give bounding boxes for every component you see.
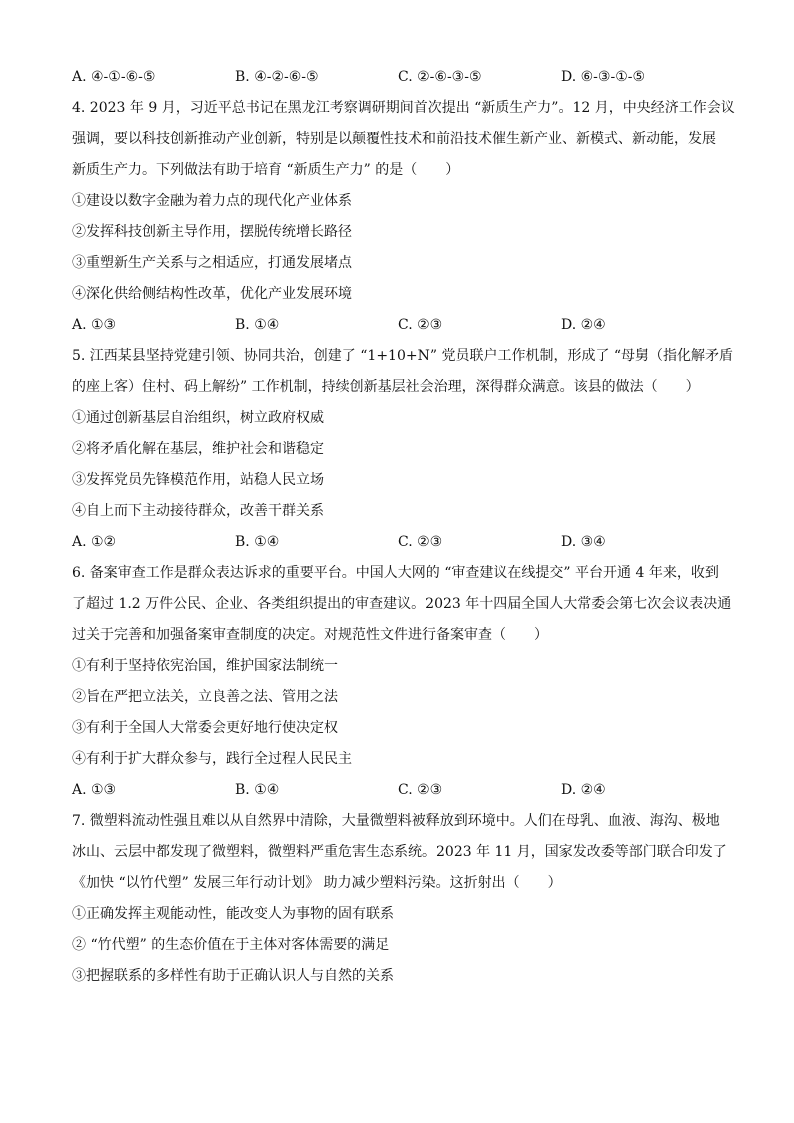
- q5-stem-line: 5. 江西某县坚持党建引领、协同共治，创建了 “1+10+N” 党员联户工作机制，形成了 “母舅（指化解矛盾: [72, 348, 734, 364]
- q3-option-c[interactable]: C. ②-⑥-③-⑤: [398, 69, 482, 85]
- q7-item: ①正确发挥主观能动性，能改变人为事物的固有联系: [72, 906, 394, 922]
- q4-option-d[interactable]: D. ②④: [561, 317, 606, 333]
- q5-option-b[interactable]: B. ①④: [235, 534, 280, 550]
- q7-stem-line: 7. 微塑料流动性强且难以从自然界中清除，大量微塑料被释放到环境中。人们在母乳、血液、海沟、极地: [72, 813, 720, 829]
- q4-stem-line: 新质生产力。下列做法有助于培育 “新质生产力” 的是（ ）: [72, 162, 460, 178]
- question-6: [72, 558, 732, 806]
- q4-stem-line: 强调，要以科技创新推动产业创新，特别是以颠覆性技术和前沿技术催生新产业、新模式、新动能，发展: [72, 131, 716, 147]
- q5-option-c[interactable]: C. ②③: [398, 534, 443, 550]
- q4-option-b[interactable]: B. ①④: [235, 317, 280, 333]
- q4-item: ③重塑新生产关系与之相适应，打通发展堵点: [72, 255, 352, 271]
- q6-option-d[interactable]: D. ②④: [561, 782, 606, 798]
- q5-item: ④自上而下主动接待群众，改善干群关系: [72, 503, 324, 519]
- q5-option-a[interactable]: A. ①②: [72, 534, 117, 550]
- q5-stem-line: 的座上客）住村、码上解纷” 工作机制，持续创新基层社会治理，深得群众满意。该县的做法（ ）: [72, 379, 700, 395]
- q6-option-a[interactable]: A. ①③: [72, 782, 117, 798]
- q7-stem-line: 冰山、云层中都发现了微塑料，微塑料严重危害生态系统。2023 年 11 月，国家发改委等部门联合印发了: [72, 844, 727, 860]
- q4-option-c[interactable]: C. ②③: [398, 317, 443, 333]
- q4-item: ②发挥科技创新主导作用，摆脱传统增长路径: [72, 224, 352, 240]
- q5-option-d[interactable]: D. ③④: [561, 534, 606, 550]
- q4-option-a[interactable]: A. ①③: [72, 317, 117, 333]
- q6-options: [72, 775, 724, 806]
- q6-option-b[interactable]: B. ①④: [235, 782, 280, 798]
- q6-stem-line: 6. 备案审查工作是群众表达诉求的重要平台。中国人大网的 “审查建议在线提交” 平台开通 4 年来，收到: [72, 565, 719, 581]
- q4-item: ④深化供给侧结构性改革，优化产业发展环境: [72, 286, 352, 302]
- q5-item: ③发挥党员先锋模范作用，站稳人民立场: [72, 472, 324, 488]
- q6-item: ②旨在严把立法关，立良善之法、管用之法: [72, 689, 338, 705]
- question-5: [72, 341, 734, 558]
- question-4: [72, 93, 735, 341]
- q7-stem-line: 《加快 “以竹代塑” 发展三年行动计划》 助力减少塑料污染。这折射出（ ）: [72, 875, 562, 891]
- q3-option-b[interactable]: B. ④-②-⑥-⑤: [235, 69, 319, 85]
- q6-stem-line: 过关于完善和加强备案审查制度的决定。对规范性文件进行备案审查（ ）: [72, 627, 548, 643]
- q5-item: ②将矛盾化解在基层，维护社会和谐稳定: [72, 441, 324, 457]
- q6-item: ③有利于全国人大常委会更好地行使决定权: [72, 720, 338, 736]
- q6-stem-line: 了超过 1.2 万件公民、企业、各类组织提出的审查建议。2023 年十四届全国人大常委会第七次会议表决通: [72, 596, 732, 612]
- q6-item: ④有利于扩大群众参与，践行全过程人民民主: [72, 751, 352, 767]
- q3-option-a[interactable]: A. ④-①-⑥-⑤: [72, 69, 156, 85]
- q5-item: ①通过创新基层自治组织，树立政府权威: [72, 410, 324, 426]
- q4-options: [72, 310, 724, 341]
- q5-options: [72, 527, 724, 558]
- q7-item: ② “竹代塑” 的生态价值在于主体对客体需要的满足: [72, 937, 390, 953]
- q7-item: ③把握联系的多样性有助于正确认识人与自然的关系: [72, 968, 394, 984]
- q6-item: ①有利于坚持依宪治国，维护国家法制统一: [72, 658, 338, 674]
- q4-stem-line: 4. 2023 年 9 月，习近平总书记在黑龙江考察调研期间首次提出 “新质生产力”。12 月，中央经济工作会议: [72, 100, 735, 116]
- q3-option-d[interactable]: D. ⑥-③-①-⑤: [561, 69, 646, 85]
- q3-options: [72, 62, 724, 93]
- q6-option-c[interactable]: C. ②③: [398, 782, 443, 798]
- question-7: [72, 806, 727, 992]
- q4-item: ①建设以数字金融为着力点的现代化产业体系: [72, 193, 352, 209]
